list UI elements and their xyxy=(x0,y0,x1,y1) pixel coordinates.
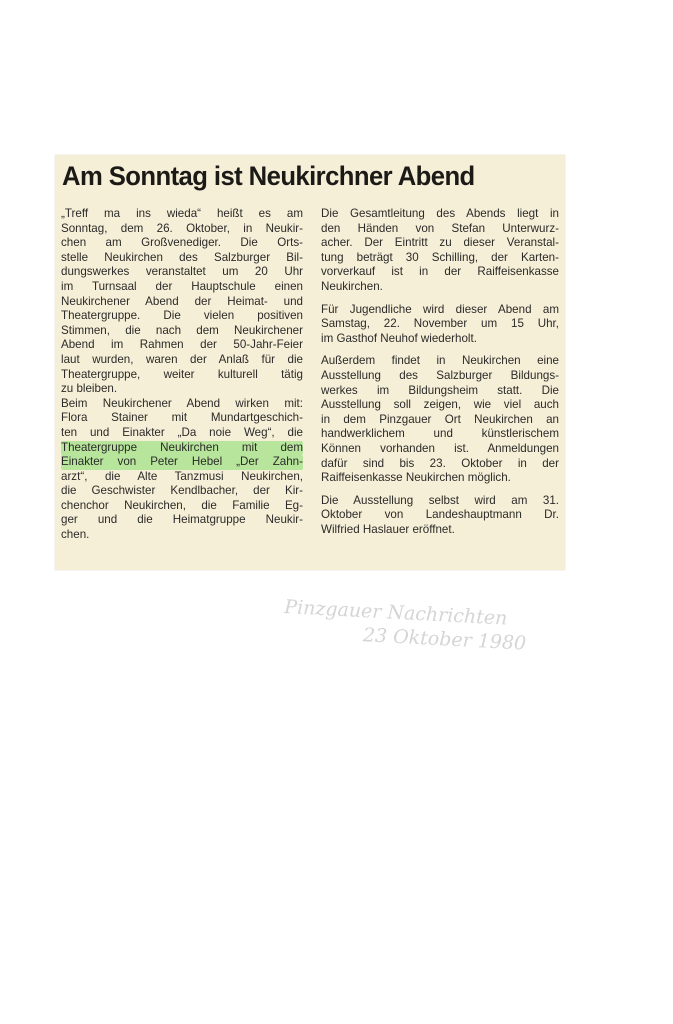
text-line: Für Jugendliche wird dieser Abend am xyxy=(321,302,559,316)
text-line: acher. Der Eintritt zu dieser Veranstal- xyxy=(321,236,559,250)
text-line: Wilfried Haslauer eröffnet. xyxy=(321,522,455,536)
text-line: Neukirchen. xyxy=(321,279,383,293)
text-line: den Händen von Stefan Unterwurz- xyxy=(321,221,559,235)
text-line: zu bleiben. xyxy=(61,382,118,396)
text-line: im Gasthof Neuhof wiederholt. xyxy=(321,331,477,345)
text-line: in dem Pinzgauer Ort Neukirchen an xyxy=(321,412,559,426)
handwritten-date: 23 Oktober 1980 xyxy=(362,624,527,655)
text-line: arzt“, die Alte Tanzmusi Neukirchen, xyxy=(61,469,303,483)
text-line: Theatergruppe. Die vielen positiven xyxy=(61,309,303,323)
text-line: chenchor Neukirchen, die Familie Eg- xyxy=(61,498,303,512)
text-line: Die Ausstellung selbst wird am 31. xyxy=(321,493,559,507)
handwritten-source-note xyxy=(282,595,574,658)
text-line: Ausstellung des Salzburger Bildungs- xyxy=(321,368,559,382)
text-line: Die Gesamtleitung des Abends liegt in xyxy=(321,207,559,220)
text-line: werkes im Bildungsheim statt. Die xyxy=(321,383,559,397)
newspaper-clipping xyxy=(55,155,565,570)
text-line: stelle Neukirchen des Salzburger Bil- xyxy=(61,250,303,264)
text-line: Raiffeisenkasse Neukirchen möglich. xyxy=(321,471,511,485)
text-line: Samstag, 22. November um 15 Uhr, xyxy=(321,317,559,331)
article-headline: Am Sonntag ist Neukirchner Abend xyxy=(62,161,475,191)
article-left-column xyxy=(61,207,303,543)
highlighted-text-line: Theatergruppe Neukirchen mit dem xyxy=(61,440,303,454)
text-line: ten und Einakter „Da noie Weg“, die xyxy=(61,425,303,439)
text-line: Theatergruppe, weiter kulturell tätig xyxy=(61,367,303,381)
text-line: die Geschwister Kendlbacher, der Kir- xyxy=(61,484,303,498)
text-line: Flora Stainer mit Mundartgeschich- xyxy=(61,411,303,425)
highlighted-text-line: Einakter von Peter Hebel „Der Zahn- xyxy=(61,455,303,469)
text-line: Oktober von Landeshauptmann Dr. xyxy=(321,508,559,522)
text-line: chen. xyxy=(61,528,90,542)
text-line: Können vorhanden ist. Anmeldungen xyxy=(321,441,559,455)
text-line: Stimmen, die nach dem Neukirchener xyxy=(61,323,303,337)
text-line: chen am Großvenediger. Die Orts- xyxy=(61,236,303,250)
text-line: dafür sind bis 23. Oktober in der xyxy=(321,456,559,470)
paragraph-gap xyxy=(321,346,559,354)
text-line: Abend im Rahmen der 50-Jahr-Feier xyxy=(61,338,303,352)
text-line: laut wurden, waren der Anlaß für die xyxy=(61,352,303,366)
text-line: Beim Neukirchener Abend wirken mit: xyxy=(61,396,303,410)
paragraph-gap xyxy=(321,486,559,494)
article-right-column xyxy=(321,207,559,537)
text-line: vorverkauf ist in der Raiffeisenkasse xyxy=(321,265,559,279)
text-line: tung beträgt 30 Schilling, der Karten- xyxy=(321,250,559,264)
text-line: Neukirchener Abend der Heimat- und xyxy=(61,294,303,308)
handwritten-source-name: Pinzgauer Nachrichten xyxy=(283,595,508,630)
text-line: handwerklichem und künstlerischem xyxy=(321,427,559,441)
text-line: Ausstellung soll zeigen, wie viel auch xyxy=(321,398,559,412)
paragraph-gap xyxy=(321,295,559,303)
text-line: dungswerkes veranstaltet um 20 Uhr xyxy=(61,265,303,279)
text-line: im Turnsaal der Hauptschule einen xyxy=(61,279,303,293)
text-line: „Treff ma ins wieda“ heißt es am xyxy=(61,207,303,220)
text-line: Sonntag, dem 26. Oktober, in Neukir- xyxy=(61,221,303,235)
text-line: ger und die Heimatgruppe Neukir- xyxy=(61,513,303,527)
text-line: Außerdem findet in Neukirchen eine xyxy=(321,354,559,368)
